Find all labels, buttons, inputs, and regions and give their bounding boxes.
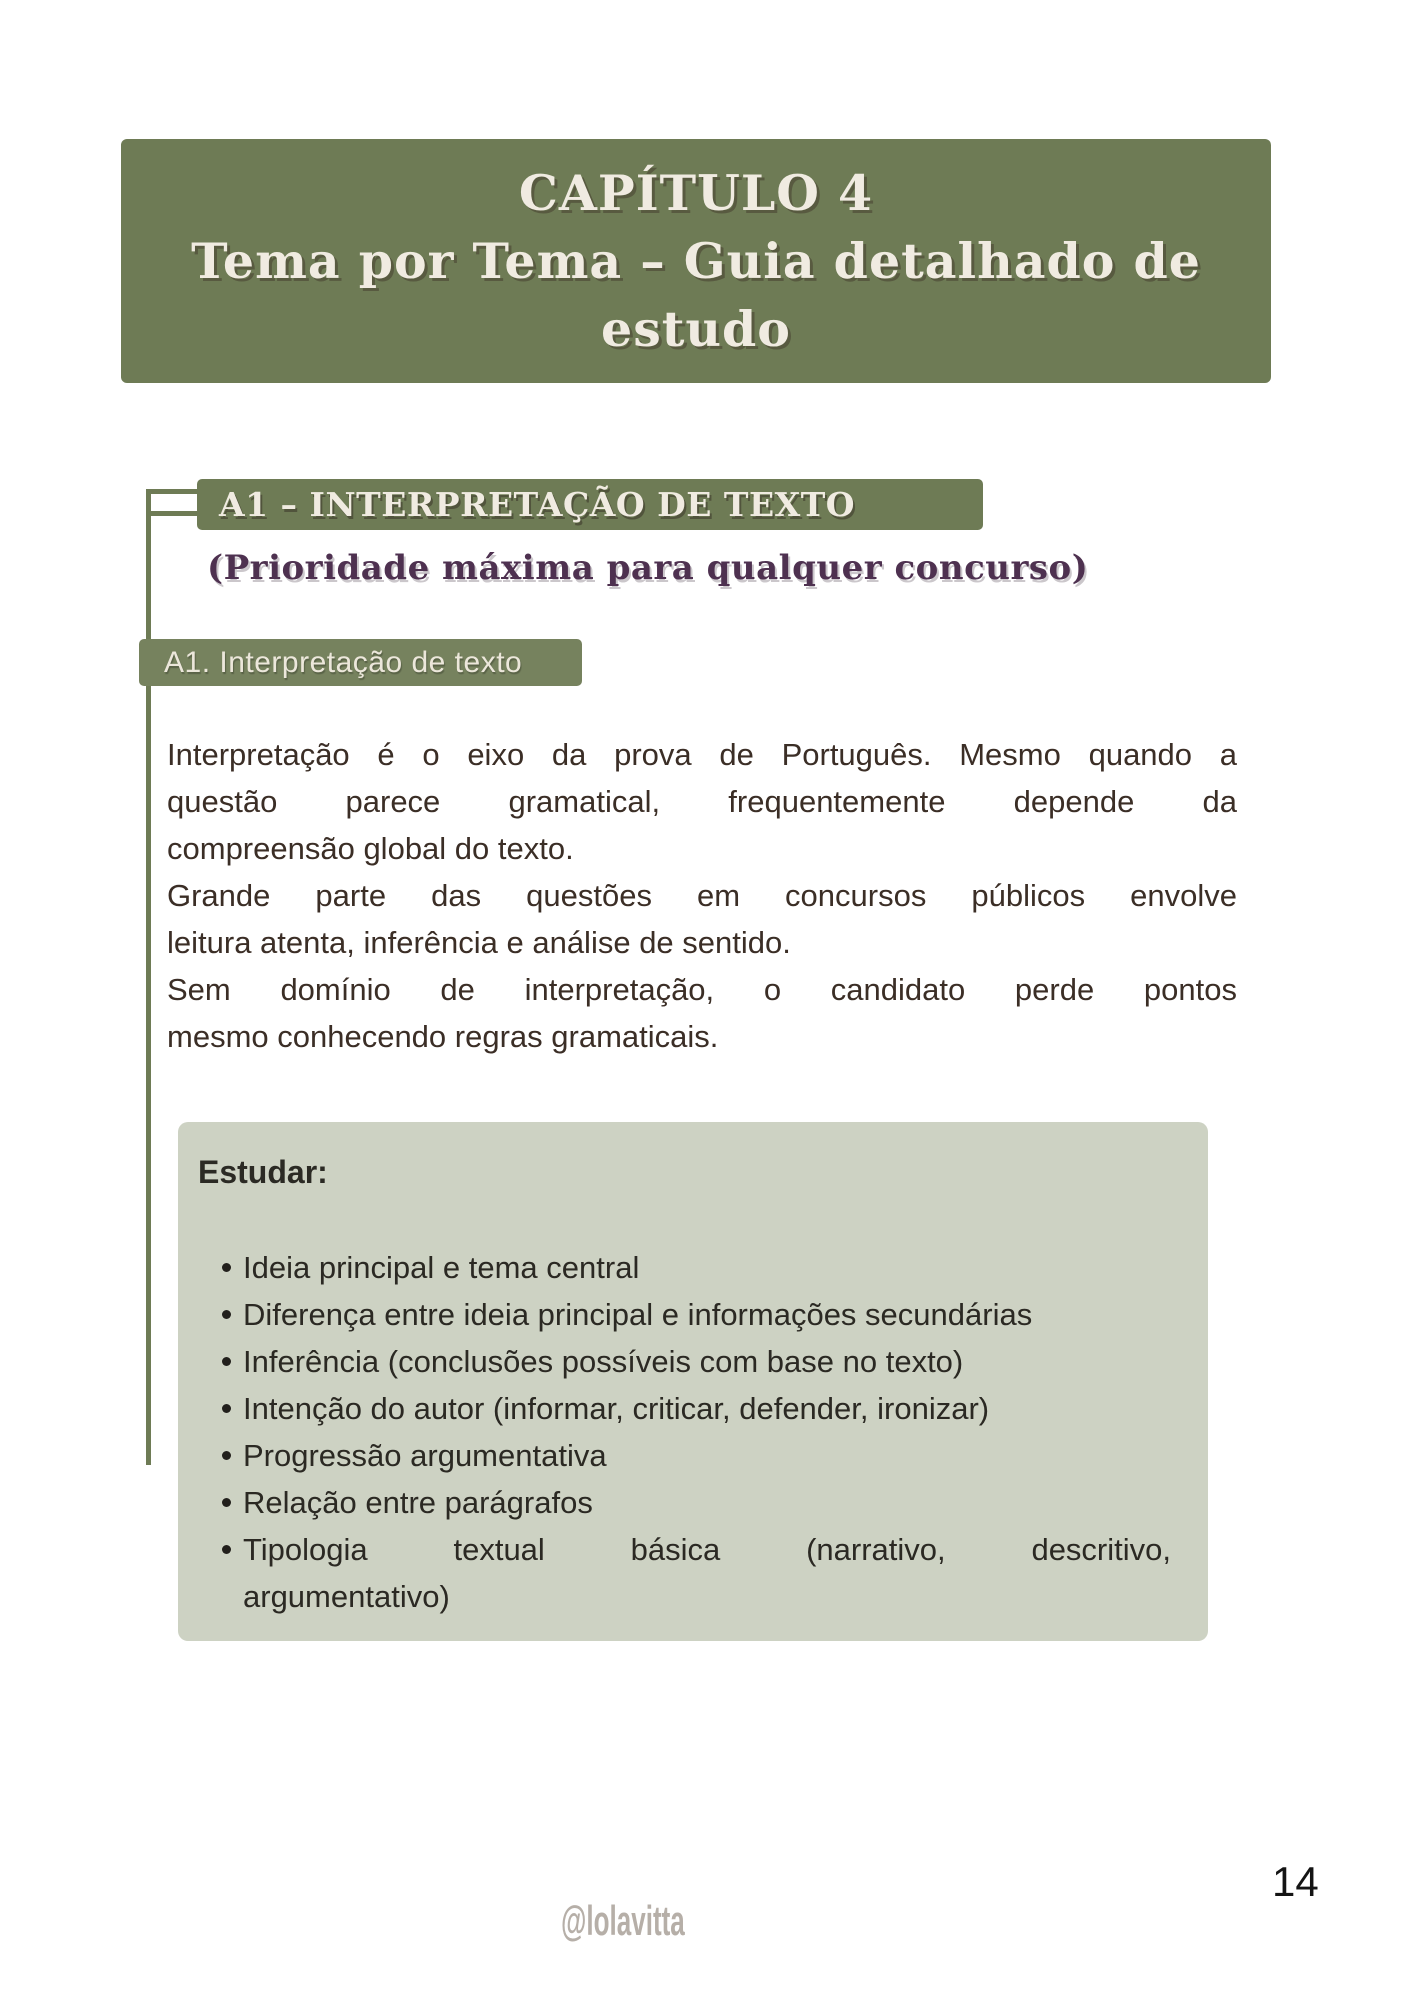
- study-item-text: Intenção do autor (informar, criticar, defender, ironizar): [243, 1391, 990, 1426]
- study-item-text: Progressão argumentativa: [243, 1438, 607, 1473]
- paragraph-line: Interpretação é o eixo da prova de Português. Mesmo quando a: [167, 737, 1237, 772]
- section-a1-bar: [197, 479, 983, 530]
- study-list-item: [198, 1526, 1171, 1620]
- paragraph-1: [167, 731, 1237, 872]
- study-list-item: [198, 1432, 1171, 1479]
- study-list-item: [198, 1385, 1171, 1432]
- chapter-title-line-2: Tema por Tema – Guia detalhado de: [191, 232, 1201, 290]
- section-connector-spine: [146, 489, 151, 1465]
- paragraph-line: Sem domínio de interpretação, o candidato perde pontos: [167, 972, 1237, 1007]
- study-list-item: [198, 1479, 1171, 1526]
- section-a1-label: A1 – INTERPRETAÇÃO DE TEXTO: [219, 485, 856, 524]
- paragraph-line: Grande parte das questões em concursos públicos envolve: [167, 878, 1237, 913]
- study-item-text: argumentativo): [243, 1579, 450, 1614]
- chapter-title-line-3: estudo: [601, 300, 791, 358]
- paragraph-2: [167, 872, 1237, 966]
- study-box: [178, 1122, 1208, 1641]
- page-number: 14: [1272, 1858, 1319, 1905]
- study-item-text: Tipologia textual básica (narrativo, descritivo,: [243, 1532, 1171, 1567]
- study-list-item: [198, 1338, 1171, 1385]
- subsection-chip-label: A1. Interpretação de texto: [164, 645, 523, 679]
- body-text: [167, 731, 1237, 1060]
- chapter-header-banner: [121, 139, 1271, 383]
- paragraph-line: compreensão global do texto.: [167, 831, 574, 866]
- priority-note: (Prioridade máxima para qualquer concurso): [207, 548, 1089, 588]
- paragraph-line: questão parece gramatical, frequentemente depende da: [167, 784, 1237, 819]
- subsection-chip: [139, 639, 582, 686]
- study-list-item: [198, 1291, 1171, 1338]
- study-item-text: Relação entre parágrafos: [243, 1485, 593, 1520]
- study-box-heading: Estudar:: [198, 1154, 328, 1190]
- study-item-text: Ideia principal e tema central: [243, 1250, 640, 1285]
- study-list-item: [198, 1244, 1171, 1291]
- paragraph-line: leitura atenta, inferência e análise de sentido.: [167, 925, 791, 960]
- study-item-text: Diferença entre ideia principal e informações secundárias: [243, 1297, 1033, 1332]
- watermark: @lolavitta: [561, 1897, 685, 1944]
- chapter-title-line-1: CAPÍTULO 4: [518, 164, 874, 222]
- paragraph-line: mesmo conhecendo regras gramaticais.: [167, 1019, 719, 1054]
- paragraph-3: [167, 966, 1237, 1060]
- study-item-text: Inferência (conclusões possíveis com base no texto): [243, 1344, 964, 1379]
- study-list: [198, 1244, 1196, 1620]
